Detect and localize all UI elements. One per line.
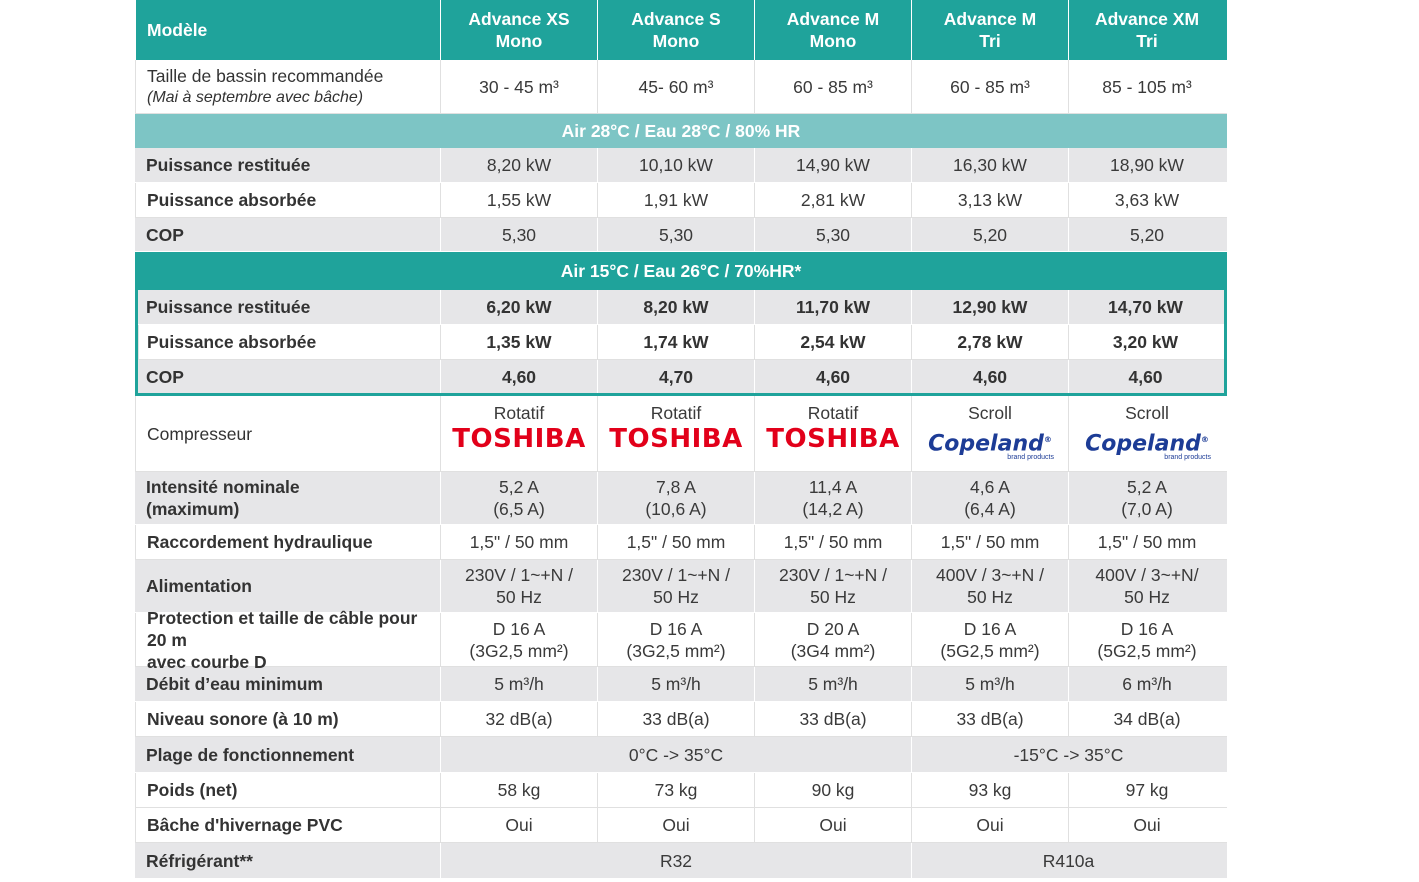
pool-size-value: 60 - 85 m³ <box>911 60 1068 113</box>
table-row: Puissance restituée 8,20 kW 10,10 kW 14,90 kW 16,30 kW 18,90 kW <box>135 148 1227 183</box>
model-header: Advance M Mono <box>754 0 911 60</box>
pool-size-sublabel: (Mai à septembre avec bâche) <box>147 88 364 106</box>
header-row <box>135 0 1227 60</box>
section2-title: Air 15°C / Eau 26°C / 70%HR* <box>135 252 1227 290</box>
model-header: Advance S Mono <box>597 0 754 60</box>
table-row: Puissance absorbée 1,55 kW 1,91 kW 2,81 kW 3,13 kW 3,63 kW <box>135 183 1227 218</box>
section1-title: Air 28°C / Eau 28°C / 80% HR <box>135 114 1227 148</box>
copeland-logo: Copeland® <box>928 431 1052 457</box>
pool-size-value: 30 - 45 m³ <box>440 60 597 113</box>
table-row: COP 5,30 5,30 5,30 5,20 5,20 <box>135 218 1227 252</box>
table-row: COP 4,60 4,70 4,60 4,60 4,60 <box>138 360 1224 393</box>
pool-size-label: Taille de bassin recommandée <box>147 65 384 86</box>
table-row: Puissance restituée 6,20 kW 8,20 kW 11,70 kW 12,90 kW 14,70 kW <box>138 290 1224 325</box>
pool-size-value: 60 - 85 m³ <box>754 60 911 113</box>
toshiba-logo: TOSHIBA <box>609 424 743 454</box>
model-header: Advance XM Tri <box>1068 0 1225 60</box>
range-row: Plage de fonctionnement 0°C -> 35°C -15°C -> 35°C <box>135 737 1227 773</box>
weight-row: Poids (net) 58 kg 73 kg 90 kg 93 kg 97 kg <box>135 773 1227 808</box>
copeland-logo: Copeland® <box>1085 431 1209 457</box>
section2-box <box>135 290 1227 396</box>
protection-row: Protection et taille de câble pour 20 m avec courbe D D 16 A (3G2,5 mm²) D 16 A (3G2,5 mm²) D 20 A (3G4 mm²) D 16 A (5G2,5 mm²) D 16 A (5G2,5 mm²) <box>135 613 1227 667</box>
pool-size-row <box>135 60 1227 114</box>
intensity-row: Intensité nominale (maximum) 5,2 A (6,5 A) 7,8 A (10,6 A) 11,4 A (14,2 A) 4,6 A (6,4 A) 5,2 A (7,0 A) <box>135 472 1227 525</box>
compressor-label: Compresseur <box>135 396 440 471</box>
noise-row: Niveau sonore (à 10 m) 32 dB(a) 33 dB(a) 33 dB(a) 33 dB(a) 34 dB(a) <box>135 702 1227 737</box>
power-supply-row: Alimentation 230V / 1~+N / 50 Hz 230V / 1~+N / 50 Hz 230V / 1~+N / 50 Hz 400V / 3~+N / 50 Hz 400V / 3~+N/ 50 Hz <box>135 560 1227 613</box>
table-row: Puissance absorbée 1,35 kW 1,74 kW 2,54 kW 2,78 kW 3,20 kW <box>138 325 1224 360</box>
hydraulic-row: Raccordement hydraulique 1,5" / 50 mm 1,5" / 50 mm 1,5" / 50 mm 1,5" / 50 mm 1,5" / 50 mm <box>135 525 1227 560</box>
compressor-row: Compresseur Rotatif TOSHIBA Rotatif TOSHIBA Rotatif TOSHIBA Scroll Copeland® brand products Scroll Copeland® brand products <box>135 396 1227 472</box>
model-header: Advance M Tri <box>911 0 1068 60</box>
toshiba-logo: TOSHIBA <box>766 424 900 454</box>
flow-row: Débit d’eau minimum 5 m³/h 5 m³/h 5 m³/h 5 m³/h 6 m³/h <box>135 667 1227 702</box>
refrigerant-row: Réfrigérant** R32 R410a <box>135 843 1227 879</box>
pool-size-value: 45- 60 m³ <box>597 60 754 113</box>
model-header: Advance XS Mono <box>440 0 597 60</box>
toshiba-logo: TOSHIBA <box>452 424 586 454</box>
model-label: Modèle <box>135 0 440 60</box>
pool-size-value: 85 - 105 m³ <box>1068 60 1225 113</box>
spec-table <box>135 0 1227 879</box>
cover-row: Bâche d'hivernage PVC Oui Oui Oui Oui Oui <box>135 808 1227 843</box>
